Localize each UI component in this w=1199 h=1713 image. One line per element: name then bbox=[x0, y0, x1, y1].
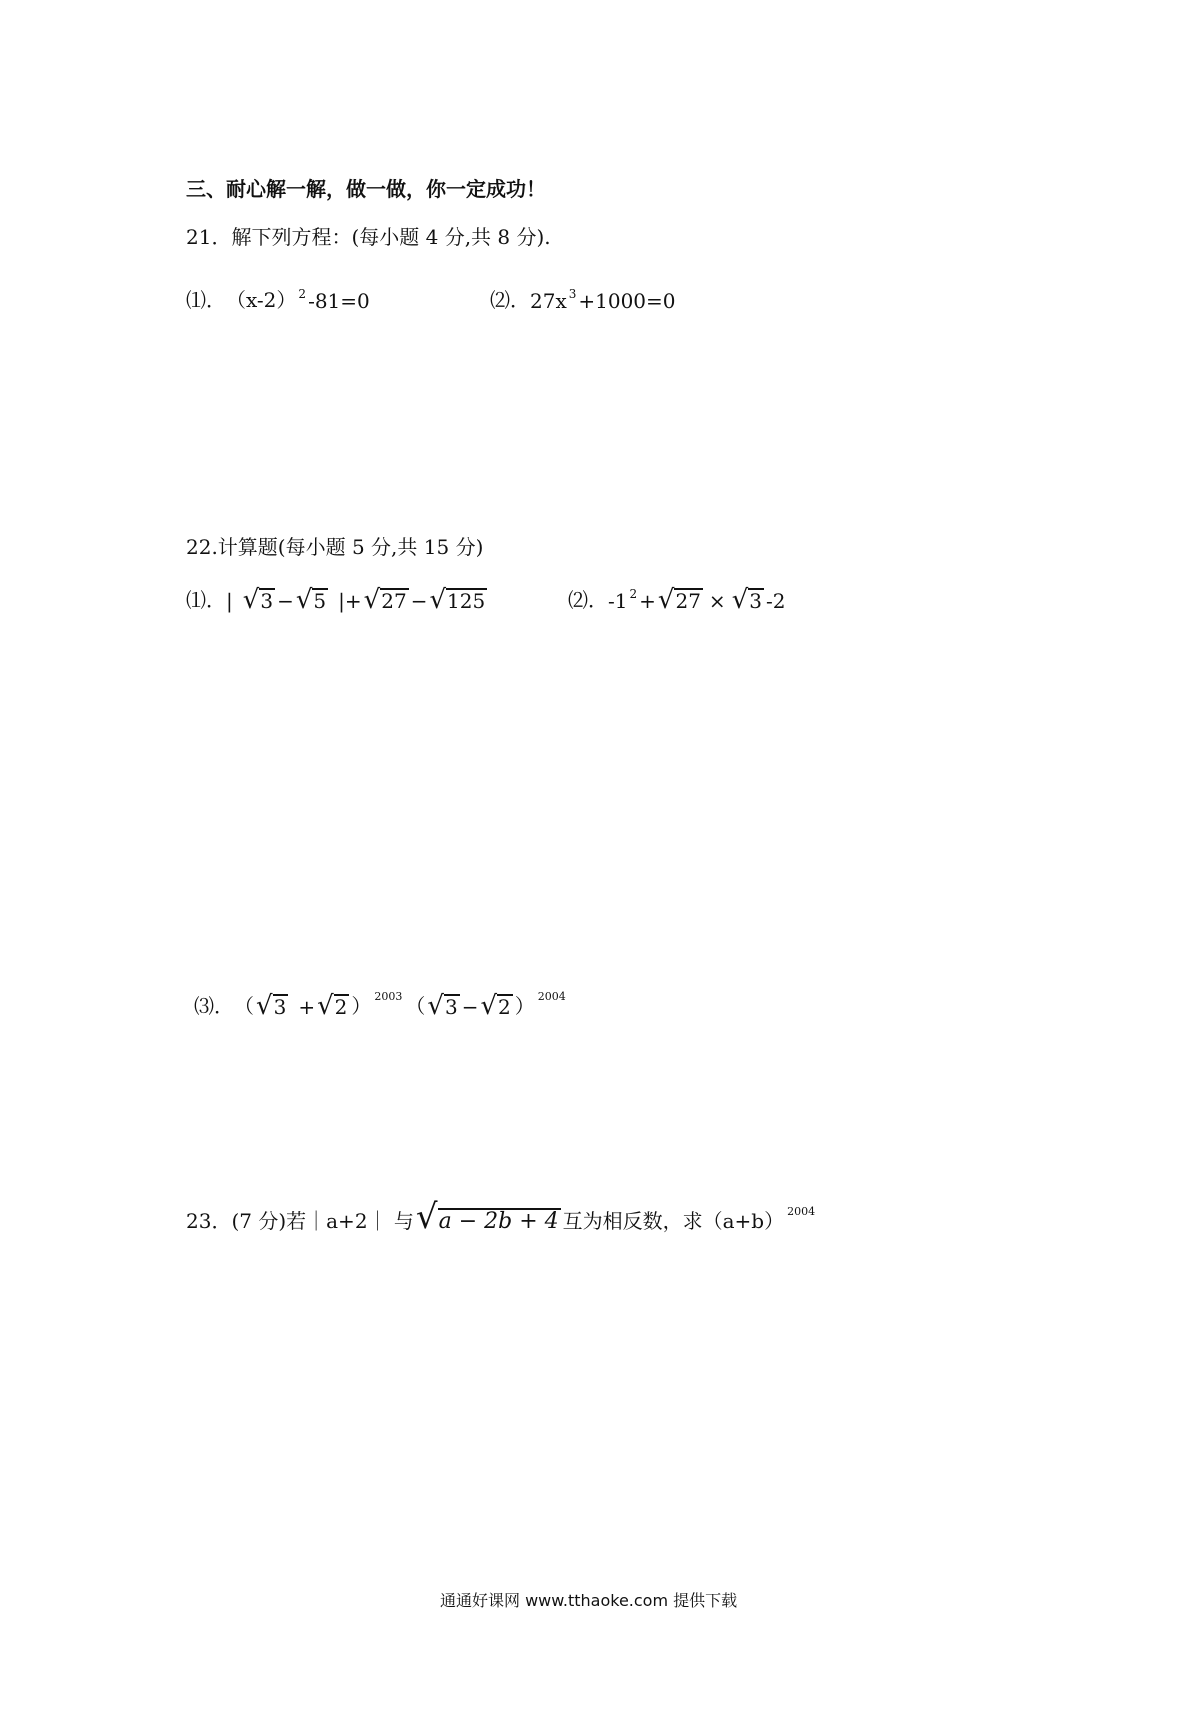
q22-part2-sqrt27: √27 bbox=[657, 585, 701, 615]
q21-part2-base: 27x bbox=[530, 289, 567, 313]
q22-part3-close1: ） bbox=[351, 994, 372, 1018]
q21-part1-rest: -81=0 bbox=[308, 289, 370, 313]
q22-part3-plus: + bbox=[298, 995, 316, 1019]
q22-part1-sqrt3: √3 bbox=[242, 585, 274, 615]
q22-part3-sqrt3b: √3 bbox=[427, 991, 458, 1021]
q21-part2 bbox=[490, 284, 676, 313]
q22-part1-label: ⑴． bbox=[186, 588, 226, 612]
q22-part1-minus2: − bbox=[410, 589, 428, 613]
q22-part3-close2: ） bbox=[514, 994, 535, 1018]
q21-part1 bbox=[186, 284, 370, 313]
q22-part3-sqrt3a: √3 bbox=[256, 991, 287, 1021]
q22-part3-minus: − bbox=[461, 995, 479, 1019]
q22-part3-sqrt2a: √2 bbox=[317, 991, 348, 1021]
q22-part3-label: ⑶． bbox=[194, 994, 234, 1018]
q22-part3-sqrt2b: √2 bbox=[480, 991, 511, 1021]
q21-part1-label: ⑴． bbox=[186, 288, 226, 312]
q23-radical: √a − 2b + 4 bbox=[415, 1197, 559, 1237]
q22-part3-open1: （ bbox=[234, 994, 254, 1018]
q22-part1-sqrt125: √125 bbox=[429, 585, 486, 615]
q21-part2-label: ⑵． bbox=[490, 288, 530, 312]
section-title: 三、耐心解一解，做一做，你一定成功！ bbox=[186, 177, 546, 201]
q22-part1-plus: + bbox=[344, 589, 362, 613]
q21-part2-exp: 3 bbox=[568, 287, 577, 301]
q22-part3-exp1: 2003 bbox=[374, 990, 403, 1003]
q23 bbox=[186, 1197, 818, 1237]
q22-part1-minus1: − bbox=[277, 589, 294, 613]
q22-part2-sqrt3: √3 bbox=[731, 585, 762, 615]
q22-part3-exp2: 2004 bbox=[537, 990, 566, 1003]
q22-part2 bbox=[568, 584, 785, 613]
q22-part2-tail: -2 bbox=[766, 589, 786, 613]
q22-part2-label: ⑵． bbox=[568, 588, 608, 612]
q21-part2-rest: +1000=0 bbox=[578, 289, 676, 313]
q22-part2-neg-one: -1 bbox=[608, 589, 628, 613]
q21-part1-exp: 2 bbox=[298, 287, 307, 301]
q22-part1 bbox=[186, 584, 489, 613]
q22-part2-times: × bbox=[708, 589, 726, 613]
q22-part1-sqrt27: √27 bbox=[363, 585, 407, 615]
page-footer: 通通好课网 www.tthaoke.com 提供下载 bbox=[440, 1591, 738, 1610]
q22-header: 22.计算题(每小题 5 分,共 15 分) bbox=[186, 535, 484, 559]
q23-suffix: 互为相反数，求（a+b） bbox=[562, 1209, 785, 1234]
q22-part3 bbox=[194, 990, 569, 1019]
q22-part2-exp: 2 bbox=[629, 587, 638, 601]
q23-exp: 2004 bbox=[787, 1205, 816, 1219]
q22-part1-bar-open: | bbox=[226, 589, 233, 613]
q23-prefix: 23．(7 分)若｜a+2｜ 与 bbox=[186, 1209, 414, 1234]
q22-part1-sqrt5: √5 bbox=[295, 585, 327, 615]
q21-part1-open: （x-2） bbox=[226, 288, 297, 312]
q21-header: 21．解下列方程：(每小题 4 分,共 8 分). bbox=[186, 225, 551, 249]
q22-part2-plus: + bbox=[639, 589, 656, 613]
q22-part1-bar-close: | bbox=[338, 589, 345, 613]
q22-part3-open2: （ bbox=[405, 994, 426, 1018]
